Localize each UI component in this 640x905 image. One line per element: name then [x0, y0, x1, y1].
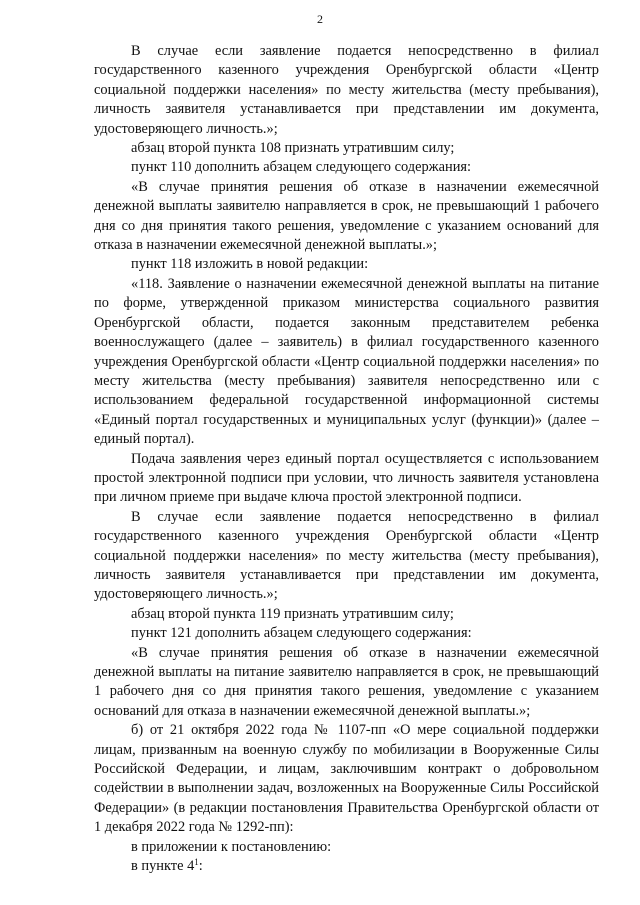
paragraph: «118. Заявление о назначении ежемесячной денежной выплаты на питание по форме, утвержденной приказом министерства социального развития Оренбургской области, подается законным представителем ребенка военнослужащего (далее – заявитель) в филиал государственного казенного учреждения Оренбургской области «Центр социальной поддержки населения» по месту жительства (месту пребывания) заявителя непосредственно или с использованием федеральной государственной информационной системы «Единый портал государственных и муниципальных услуг (функции)» (далее – единый портал). — [94, 275, 599, 448]
paragraph: «В случае принятия решения об отказе в назначении ежемесячной денежной выплаты на питание заявителю направляется в срок, не превышающий 1 рабочего дня со дня принятия такого решения, уведомление с указанием оснований для отказа в назначении ежемесячной денежной выплаты.»; — [94, 644, 599, 719]
paragraph: В случае если заявление подается непосредственно в филиал государственного казенного учреждения Оренбургской области «Центр социальной поддержки населения» по месту жительства (месту пребывания), личность заявителя устанавливается при представлении им документа, удостоверяющего личность.»; — [94, 508, 599, 603]
paragraph: «В случае принятия решения об отказе в назначении ежемесячной денежной выплаты заявителю направляется в срок, не превышающий 1 рабочего дня со дня принятия такого решения, уведомление с указанием оснований для отказа в назначении ежемесячной денежной выплаты.»; — [94, 178, 599, 254]
paragraph: пункт 110 дополнить абзацем следующего содержания: — [131, 159, 472, 176]
paragraph: Подача заявления через единый портал осуществляется с использованием простой электронной подписи при условии, что личность заявителя установлена при личном приеме при выдаче ключа простой электронной подписи. — [94, 450, 599, 506]
superscript-number: 1 — [194, 857, 199, 868]
document-body — [94, 42, 599, 876]
paragraph: абзац второй пункта 119 признать утратившим силу; — [131, 605, 454, 622]
paragraph: пункт 118 изложить в новой редакции: — [131, 256, 369, 273]
page-number: 2 — [317, 12, 323, 26]
paragraph: абзац второй пункта 108 признать утратившим силу; — [131, 140, 455, 157]
paragraph: В случае если заявление подается непосредственно в филиал государственного казенного учреждения Оренбургской области «Центр социальной поддержки населения» по месту жительства (месту пребывания), личность заявителя устанавливается при представлении им документа, удостоверяющего личность.»; — [94, 43, 599, 137]
last-line-suffix: : — [198, 858, 203, 875]
last-line-text: в пункте 4 — [131, 858, 195, 875]
paragraph: б) от 21 октября 2022 года № 1107-пп «О мере социальной поддержки лицам, призванным на военную службу по мобилизации в Вооруженные Силы Российской Федерации, и лицам, заключившим контракт о добровольном содействии в выполнении задач, возложенных на Вооруженные Силы Российской Федерации» (в редакции постановления Правительства Оренбургской области от 1 декабря 2022 года № 1292-пп): — [94, 722, 599, 836]
paragraph: в приложении к постановлению: — [131, 838, 332, 855]
paragraph: пункт 121 дополнить абзацем следующего содержания: — [131, 625, 472, 642]
paragraph-last — [94, 857, 599, 876]
